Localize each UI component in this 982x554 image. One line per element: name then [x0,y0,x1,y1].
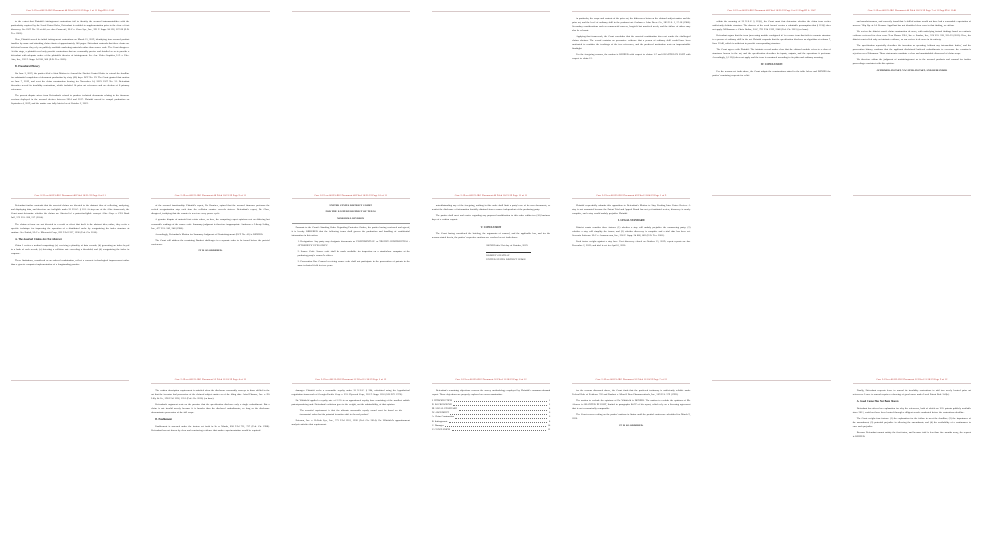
document-page[interactable] [281,185,421,370]
paragraph: We review the district court's claim construction de novo, with underlying factual findings based on extrinsic evidence reviewed for clear error. Teva Pharm. USA, Inc. v. Sandoz, Inc., 574 U.S. 318, 331-33 (2015). Here, the district court relied only on intrinsic evidence, so our review is de novo in its entirety. [852,29,971,41]
document-page[interactable] [281,0,421,185]
page-header: Case 2:19-cv-00123-JRG Document 52 Filed 11/18/19 Page 9 of 12 [853,378,971,384]
paragraph: Because Defendant cannot satisfy the first factor, and because trial is less than five months away, the request is DENIED. [852,431,971,439]
page-header [572,9,690,12]
paragraph: Plaintiff respectfully submits this opposition to Defendant's Motion to Stay Pending Inter Partes Review. A stay is not warranted because the Patent Trial and Appeal Board has not yet instituted review, discovery is nearly complete, and a stay would unduly prejudice Plaintiff. [572,204,691,216]
numbered-item: 2. Source Code. Source code shall be made available for inspection on a stand-alone computer at the producing party's counsel's offices. [297,249,410,257]
section-heading: I. LEGAL STANDARD [618,219,645,223]
page-body [432,389,550,432]
toc-page: 6 [548,415,551,419]
signature-date: SIGNED this 21st day of October, 2019. [486,244,529,248]
page-header: Case 2:19-cv-00123-JRG Document 48 Filed 10/21/19 Page 7 of 11 PageID #: 1148 [853,9,971,15]
paragraph: The Court having considered the briefing, the arguments of counsel, and the applicable law, and for the reasons stated herein, the parties' respective motions are resolved as set forth above. [431,232,551,240]
paragraph: The motion to exclude the opinions of Dr. Whitfield is DENIED. The motion to exclude the opinions of Mr. Alvarez is GRANTED IN PART, limited to paragraphs 84-97 of his report, which rely on a licensing agreement that is not economically comparable. [572,399,691,411]
document-page[interactable] [421,369,561,554]
page-header: Case 2:19-cv-00123-JRG Document 48 Filed 10/21/19 Page 11 of 11 [432,194,550,200]
toc-entry[interactable] [432,428,550,432]
toc-page: 2 [548,403,551,407]
page-body [572,204,690,248]
page-body [151,204,269,253]
page-header [11,378,129,381]
document-page[interactable] [842,185,982,370]
paragraph: damages. Plaintiff seeks a reasonable royalty under 35 U.S.C. § 284, calculated using the hypothetical negotiation framework of Georgia-Pacific Corp. v. U.S. Plywood Corp., 318 F. Supp. 1116 (S.D.N.Y. 1970). [291,388,410,396]
paragraph: The claims at issue are not directed to a result or effect that itself is the abstract idea; rather, they recite a specific technique for improving the operation of a distributed cache by reorganizing the index structure at runtime. See Enfish, LLC v. Microsoft Corp., 822 F.3d 1327, 1336 (Fed. Cir. 2016). [11,222,130,234]
numbered-item: 3. Prosecution Bar. Counsel receiving source code shall not participate in the prosecution of patents in the same technical field for two years. [297,259,410,267]
paragraph: These limitations, considered as an ordered combination, reflect a concrete technological improvement rather than a generic computer implementation of a longstanding practice. [11,258,130,266]
page-header: Case 2:19-cv-00123-JRG Document 48 Filed 10/21/19 Page 10 of 11 [292,194,410,200]
paragraph: Each factor weighs against a stay here. Fact discovery closed on October 15, 2019; expert reports are due December 2, 2019; and trial is set for April 6, 2020. [572,240,691,248]
toc-leader [459,407,551,411]
page-header [292,9,410,12]
toc-page: 12 [547,427,551,431]
toc-leader [453,403,547,406]
paragraph: for the reasons discussed above, the Court finds that the proffered testimony is sufficiently reliable under Federal Rule of Evidence 702 and Daubert v. Merrell Dow Pharmaceuticals, Inc., 509 U.S. 579 (1993). [572,388,691,396]
page-body [11,20,129,107]
paragraph: within the meaning of 35 U.S.C. § 112(f), the Court must first determine whether the claim term recites sufficiently definite structure. The absence of the word 'means' creates a rebuttable presumption that § 112(f) does not apply. Williamson v. Citrix Online, LLC, 792 F.3d 1339, 1348 (Fed. Cir. 2015) (en banc). [712,19,831,31]
paragraph: Claim 1 recites a method comprising: (a) receiving a plurality of data records; (b) generating an index keyed to a hash of each record; (c) detecting a collision rate exceeding a threshold; and (d) reorganizing the index in response. [11,244,130,256]
document-page[interactable] [842,0,982,185]
paragraph: The Court weighs four factors: (1) the explanation for the failure to meet the deadline; (2) the importance of the amendment; (3) potential prejudice in allowing the amendment; and (4) the availability of a continuance to cure such prejudice. [852,416,971,428]
paragraph: Accordingly, Defendant's Motion for Summary Judgment of Noninfringement (ECF No. 41) is DENIED. [155,232,264,236]
page-header: Case 2:19-cv-00123-JRG Document 48 Filed 10/21/19 Page 9 of 11 [151,194,269,200]
page-body [292,389,410,427]
section-heading: IV. CONCLUSION [760,63,783,67]
court-division: MARSHALL DIVISION [337,216,365,220]
signer-title: UNITED STATES DISTRICT JUDGE [486,257,526,261]
page-header: Case 2:19-cv-00123-JRG Document 49 Filed 11/04/19 Page 1 of 9 [572,194,690,200]
paragraph: The parties shall meet and confer regarding any proposed modification to this order within ten (10) business days of a written request. [431,214,551,222]
document-page[interactable] [421,0,561,185]
page-body [11,204,129,267]
paragraph: District courts consider three factors: (1) whether a stay will unduly prejudice the nonmoving party; (2) whether a stay will simplify the issues; and (3) whether discovery is complete and a trial date has been set. Soverain Software LLC v. Amazon.com, Inc., 356 F. Supp. 2d 660, 662 (E.D. Tex. 2005). [572,225,691,238]
toc-label: II. BACKGROUND [431,403,452,407]
table-of-contents [432,399,550,432]
paragraph: On June 3, 2019, the parties filed a Joint Motion to Amend the Docket Control Order to extend the deadline for substantial completion of document production by sixty (60) days. ECF No. 29. The Court granted that motion on June 7, 2019, and reset the claim construction hearing for November 14, 2019. ECF No. 31. Defendant thereafter served its invalidity contentions, which included 14 prior art references and an election of 8 primary references. [11,71,130,92]
disposition-line: AFFIRMED-IN-PART, VACATED-IN-PART, AND REMANDED [876,68,948,72]
section-heading: B. Procedural History [15,65,40,69]
paragraph: Finally, Defendant requests leave to amend its invalidity contentions to add two newly located prior art references. Leave to amend requires a showing of good cause under Local Patent Rule 3-6(b). [852,388,971,396]
page-header [712,194,830,197]
document-page[interactable] [561,369,701,554]
paragraph: Pursuant to the Court's Standing Order Regarding Protective Orders, the parties having conferred and agreed, it is hereby ORDERED that the following terms shall govern the production and handling of confidential information in this action. [291,225,410,237]
document-page[interactable] [281,369,421,554]
toc-page: 8 [548,419,551,423]
page-body [572,389,690,428]
section-heading: A. Good Cause Has Not Been Shown [856,399,899,403]
toc-leader [445,424,546,427]
toc-label: B. Infringement [431,419,448,423]
toc-label: I. INTRODUCTION [431,399,453,403]
paragraph: The Court will address the remaining Daubert challenges in a separate order to be issued before the pretrial conference. [151,239,270,247]
paragraph: in particular, the scope and content of the prior art, the differences between the claimed subject matter and the prior art, and the level of ordinary skill in the pertinent art. Graham v. John Deere Co., 383 U.S. 1, 17-18 (1966). Secondary considerations such as commercial success, long-felt but unsolved needs, and the failure of others may also be relevant. [572,16,691,32]
page-header [151,9,269,12]
toc-page: 4 [548,407,551,411]
court-district: FOR THE EASTERN DISTRICT OF TEXAS [325,210,376,214]
court-name: UNITED STATES DISTRICT COURT [329,204,372,208]
paragraph: Defendant has offered no explanation for why the references, both of which are U.S. patents publicly available since 2011, could not have been located through a diligent search conducted before the contentions deadline. [852,406,971,414]
page-header: Case 2:19-cv-00123-JRG Document 52 Filed 11/18/19 Page 7 of 12 [572,378,690,384]
document-page[interactable] [842,369,982,554]
document-page[interactable] [140,369,280,554]
page-body [712,20,830,79]
toc-page: 1 [548,399,551,403]
document-page[interactable] [701,185,841,370]
paragraph: of the accused functionality. Plaintiff's expert, Dr. Ramirez, opined that the accused firmware performs the recited reorganization step each time the collision counter exceeds sixteen. Defendant's expert, Dr. Chen, disagreed, testifying that the counter is reset on every power cycle. [151,204,270,216]
page-header [432,9,550,12]
page-body [853,20,971,73]
block-quote: 'The essential requirement is that the ultimate reasonable royalty award must be based on the incremental value that the patented invention adds to the end product.' [299,409,402,416]
paragraph: Defendant argues that the term 'processing module configured to' is a nonce term that fails to connote structure to a person of ordinary skill in the art. Plaintiff responds that the specification discloses an algorithm at column 7, lines 22-48, which is sufficient to provide corresponding structure. [712,33,831,45]
numbered-item: 1. Designation. Any party may designate documents as 'CONFIDENTIAL' or 'HIGHLY CONFIDENTIAL - ATTORNEYS' EYES ONLY.' [297,240,410,248]
page-header: Case 2:19-cv-00123-JRG Document 48 Filed 10/21/19 Page 6 of 11 PageID #: 1147 [712,9,830,15]
page-body [853,389,971,439]
paragraph: Enablement is assessed under the factors set forth in In re Wands, 858 F.2d 731, 737 (Fed. Cir. 1988). Defendant has not shown by clear and convincing evidence that undue experimentation would be required. [151,424,270,433]
paragraph: Ericsson, Inc. v. D-Link Sys., Inc., 773 F.3d 1201, 1226 (Fed. Cir. 2014). Dr. Whitfield's apportionment analysis satisfies that requirement. [291,418,410,426]
page-header: Case 2:19-cv-00123-JRG Document 52 Filed 11/18/19 Page 5 of 12 [292,378,410,384]
page-header [712,378,830,381]
paragraph: and nonobviousness, and correctly found that 'a skilled artisan would not have had a reasonable expectation of success.' Slip Op. at 14. Because Appellant has not identified clear error in that finding, we affirm. [852,19,971,27]
paragraph: Defendant's remaining objections concern the survey methodology employed by Plaintiff's consumer-demand expert. Those objections are properly explored on cross-examination. [431,388,551,396]
toc-label: III. LEGAL STANDARD [431,407,457,411]
page-body [432,204,550,262]
paragraph: Dr. Whitfield applied a royalty rate of 2.1% to an apportioned royalty base consisting of the smallest salable patent-practicing unit. Defendant's criticism goes to the weight, not the admissibility, of that opinion. [291,399,410,407]
toc-leader [455,415,547,418]
document-page[interactable] [140,185,280,370]
disposition-line: IT IS SO ORDERED. [619,423,644,427]
page-body [151,389,269,433]
document-page[interactable] [561,185,701,370]
toc-label: IV. ARGUMENT [431,411,449,415]
paragraph: The Court reserves ruling on the parties' motions in limine until the pretrial conference scheduled for March 9, 2020. [572,413,691,421]
paragraph: Here, Plaintiff served its initial infringement contentions on March 15, 2019, identifying four accused product families by name and attaching claim charts of approximately 140 pages. Defendant contends that these charts are deficient because they rely on publicly available marketing materials rather than source code. The Court disagrees. At this stage, a plaintiff need only provide contentions that are reasonably precise and detailed so as to provide a defendant with adequate notice of the plaintiff's theories of infringement. See Am. Video Graphics, L.P. v. Elec. Arts, Inc., 359 F. Supp. 2d 558, 560 (E.D. Tex. 2005). [11,37,130,62]
section-heading: B. Enablement [155,418,172,422]
document-page[interactable] [701,0,841,185]
paragraph: Defendant's argument rests on the premise that the specification discloses only a single embodiment. But a claim is not invalid merely because it is broader than the disclosed embodiments, so long as the disclosure demonstrates possession of the full scope. [151,403,270,415]
signature-block [486,244,550,262]
divider [292,223,410,224]
page-header: Case 2:19-cv-00123-JRG Document 48 Filed 10/21/19 Page 1 of 11 PageID #: 1142 [11,9,129,15]
document-page[interactable] [140,0,280,185]
signer-name: RODNEY GILSTRAP [486,253,510,257]
toc-leader [452,428,547,431]
document-page[interactable] [0,369,140,554]
paragraph: For the foregoing reasons, the motion is DENIED with respect to claims 1-7 and GRANTED IN PART with respect to claim 12. [572,53,691,61]
document-page[interactable] [701,369,841,554]
toc-leader [450,411,547,414]
toc-page: 10 [547,423,551,427]
toc-leader [449,419,551,423]
paragraph: Applying that framework, the Court concludes that the asserted combination does not render the challenged claims obvious. The record contains no persuasive evidence that a person of ordinary skill would have been motivated to combine the teachings of the two references, and the proffered motivation rests on impermissible hindsight. [572,34,691,51]
document-page[interactable] [0,0,140,185]
page-header: Case 2:19-cv-00123-JRG Document 52 Filed 11/18/19 Page 6 of 12 [432,378,550,384]
disposition-line: IT IS SO ORDERED. [198,249,223,253]
paragraph: The Court agrees with Plaintiff. The intrinsic record makes clear that the claimed module refers to a class of structures known in the art, and the specification describes its inputs, outputs, and the operations it performs. Accordingly, § 112(f) does not apply and the term is construed according to its plain and ordinary meaning. [712,48,831,60]
toc-label: A. Claim Construction [431,415,454,419]
document-page[interactable] [421,185,561,370]
paragraph: A genuine dispute of material fact exists where, as here, the competing expert opinions rest on differing but reasonable readings of the source code. Summary judgment is therefore inappropriate. Anderson v. Liberty Lobby, Inc., 477 U.S. 242, 248 (1986). [151,218,270,230]
toc-label: V. CONCLUSION [431,427,451,431]
toc-leader [454,399,551,403]
paragraph: The specification repeatedly describes the invention as operating 'without any intermediate buffer,' and the prosecution history confirms that the applicant disclaimed buffered embodiments to overcome the examiner's rejection over Nakamura. Those statements constitute a clear and unmistakable disavowal of claim scope. [852,44,971,56]
document-page[interactable] [561,0,701,185]
section-heading: A. The Asserted Claims Are Not Abstract [15,237,62,241]
page-header: Case 2:19-cv-00123-JRG Document 52 Filed 11/18/19 Page 4 of 12 [151,378,269,384]
paragraph: The present dispute arises from Defendant's refusal to produce technical documents relating to the firmware versions deployed in the accused devices between 2014 and 2017. Plaintiff moved to compel production on September 4, 2019, and the matter was fully briefed as of October 2, 2019. [11,94,130,106]
page-header: Case 2:19-cv-00123-JRG Document 48 Filed 10/21/19 Page 8 of 11 [11,194,129,200]
document-page[interactable] [0,185,140,370]
paragraph: We therefore affirm the judgment of noninfringement as to the accused products and remand for further proceedings consistent with this opinion. [852,58,971,66]
paragraph: notwithstanding any of the foregoing, nothing in this order shall limit a party's use of its own documents, or restrict the disclosure of information lawfully obtained from a source independent of the producing party. [431,204,551,212]
paragraph: to the extent that Plaintiff's infringement contentions fail to identify the accused instrumentalities with the particularity required by the Local Patent Rules, Defendant is entitled to supplementation prior to the close of fact discovery. See ECF No. 32 at 4-6; see also Connectel, LLC v. Cisco Sys., Inc., 391 F. Supp. 2d 526, 527-28 (E.D. Tex. 2005). [11,19,130,35]
page-body [572,17,690,62]
toc-label: C. Damages [431,423,444,427]
page-body [292,204,410,268]
page-header [853,194,971,197]
toc-page: 6 [548,411,551,415]
section-heading: V. CONCLUSION [480,225,502,229]
signature-line [486,252,531,253]
paragraph: The written description requirement is satisfied when the disclosure reasonably conveys to those skilled in the art that the inventor had possession of the claimed subject matter as of the filing date. Ariad Pharms., Inc. v. Eli Lilly & Co., 598 F.3d 1336, 1351 (Fed. Cir. 2010) (en banc). [151,388,270,400]
paragraph: Defendant further contends that the asserted claims are directed to the abstract idea of collecting, analyzing, and displaying data, and therefore are ineligible under 35 U.S.C. § 101. At step one of the Alice framework, the Court must determine whether the claims are 'directed to' a patent-ineligible concept. Alice Corp. v. CLS Bank Int'l, 573 U.S. 208, 217 (2014). [11,204,130,220]
paragraph: For the reasons set forth above, the Court adopts the constructions stated in the table below and DENIES the parties' remaining requests for relief. [712,69,831,78]
